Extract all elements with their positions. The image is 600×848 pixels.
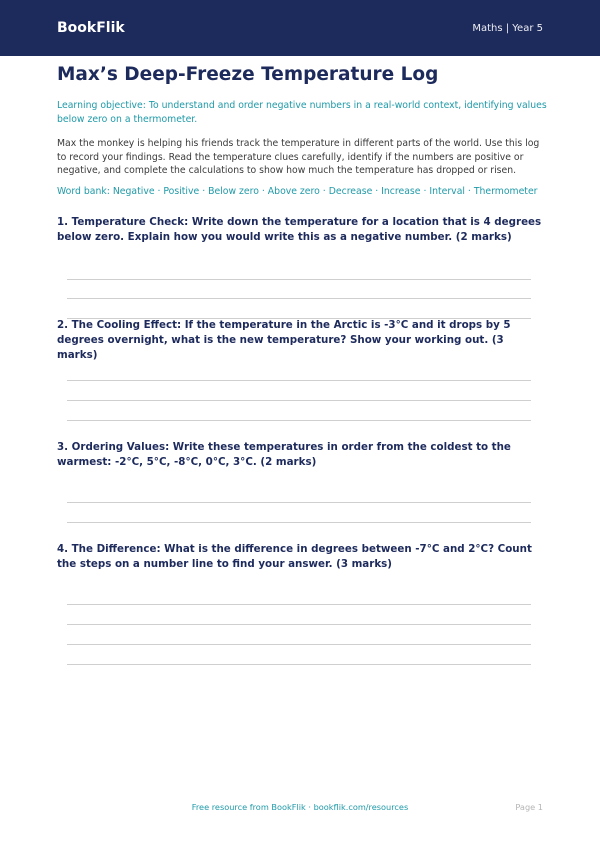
- answer-line[interactable]: [67, 380, 531, 381]
- answer-line[interactable]: [67, 279, 531, 280]
- answer-line[interactable]: [67, 624, 531, 625]
- answer-line[interactable]: [67, 604, 531, 605]
- answer-line[interactable]: [67, 502, 531, 503]
- question-2: 2. The Cooling Effect: If the temperature in the Arctic is -3°C and it drops by 5 degrees overnight, what is the new temperature? Show your working out. (3 marks): [57, 319, 511, 361]
- question-4: 4. The Difference: What is the difference in degrees between -7°C and 2°C? Count the steps on a number line to find your answer. (3 marks): [57, 543, 532, 570]
- footer-credit: Free resource from BookFlik · bookflik.com/resources: [191, 802, 409, 812]
- page-header: [0, 0, 600, 56]
- subject-year-label: Maths | Year 5: [472, 22, 543, 34]
- brand-logo: BookFlik: [57, 20, 125, 36]
- answer-line[interactable]: [67, 664, 531, 665]
- worksheet-title: Max’s Deep-Freeze Temperature Log: [57, 64, 439, 85]
- answer-line[interactable]: [67, 644, 531, 645]
- answer-line[interactable]: [67, 400, 531, 401]
- word-bank: Word bank: Negative · Positive · Below zero · Above zero · Decrease · Increase · Interval · Thermometer: [57, 186, 538, 197]
- answer-line[interactable]: [67, 522, 531, 523]
- page-number: Page 1: [515, 802, 543, 812]
- answer-line[interactable]: [67, 298, 531, 299]
- question-3: 3. Ordering Values: Write these temperatures in order from the coldest to the warmest: -2°C, 5°C, -8°C, 0°C, 3°C. (2 marks): [57, 441, 511, 468]
- learning-objective: Learning objective: To understand and order negative numbers in a real-world context, identifying values below zero on a thermometer.: [57, 100, 547, 125]
- question-1: 1. Temperature Check: Write down the temperature for a location that is 4 degrees below zero. Explain how you would write this as a negative number. (2 marks): [57, 216, 542, 243]
- answer-line[interactable]: [67, 420, 531, 421]
- intro-paragraph: Max the monkey is helping his friends track the temperature in different parts of the world. Use this log to record your findings. Read the temperature clues carefully, identify if the numbers are positive or negative, and complete the calculations to show how much the temperature has dropped or risen.: [57, 138, 540, 176]
